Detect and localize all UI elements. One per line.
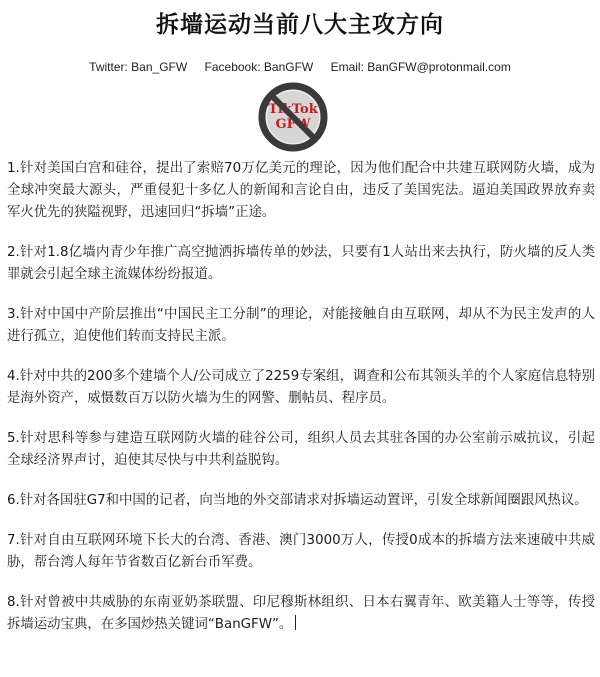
- list-item: 2.针对1.8亿墙内青少年推广高空抛洒拆墙传单的妙法，只要有1人站出来去执行，防火墙的反人类罪就会引起全球主流媒体纷纷报道。: [7, 245, 595, 282]
- list-item-text: 8.针对曾被中共威胁的东南亚奶茶联盟、印尼穆斯林组织、日本右翼青年、欧美籍人士等等，传授拆墙运动宝典，在多国炒热关键词“BanGFW”。: [7, 595, 595, 632]
- contact-line: [0, 60, 600, 74]
- list-item[interactable]: [7, 592, 595, 636]
- list-item: 4.针对中共的200多个建墙个人/公司成立了2259专案组，调查和公布其领头羊的个人家庭信息特别是海外资产，威慑数百万以防火墙为生的网警、删帖员、程序员。: [7, 369, 595, 406]
- logo-text-top: TikTok: [268, 102, 318, 117]
- twitter-handle: Twitter: Ban_GFW: [89, 60, 188, 74]
- facebook-handle: Facebook: BanGFW: [204, 60, 314, 74]
- list-item: 6.针对各国驻G7和中国的记者，向当地的外交部请求对拆墙运动置评，引发全球新闻圈跟风热议。: [7, 493, 588, 508]
- page-title: 拆墙运动当前八大主攻方向: [156, 12, 444, 38]
- text-cursor: [295, 615, 296, 630]
- no-tiktok-gfw-logo-icon: [256, 80, 330, 154]
- list-item: 7.针对自由互联网环境下长大的台湾、香港、澳门3000万人，传授0成本的拆墙方法来速破中共威胁，帮台湾人每年节省数百亿新台币军费。: [7, 533, 595, 570]
- email-address: Email: BanGFW@protonmail.com: [330, 60, 511, 74]
- logo-text-bottom: GFW: [275, 117, 311, 132]
- list-item: 3.针对中国中产阶层推出“中国民主工分制”的理论，对能接触自由互联网，却从不为民主发声的人进行孤立，迫使他们转而支持民主派。: [7, 307, 595, 344]
- list-item: 1.针对美国白宫和硅谷，提出了索赔70万亿美元的理论，因为他们配合中共建互联网防火墙，成为全球冲突最大源头，严重侵犯十多亿人的新闻和言论自由，违反了美国宪法。逼迫美国政界放弃卖军火优先的狭隘视野，迅速回归“拆墙”正途。: [7, 161, 595, 220]
- list-item: 5.针对思科等参与建造互联网防火墙的硅谷公司，组织人员去其驻各国的办公室前示威抗议，引起全球经济界声讨，迫使其尽快与中共利益脱钩。: [7, 431, 595, 468]
- directions-list: [7, 158, 595, 654]
